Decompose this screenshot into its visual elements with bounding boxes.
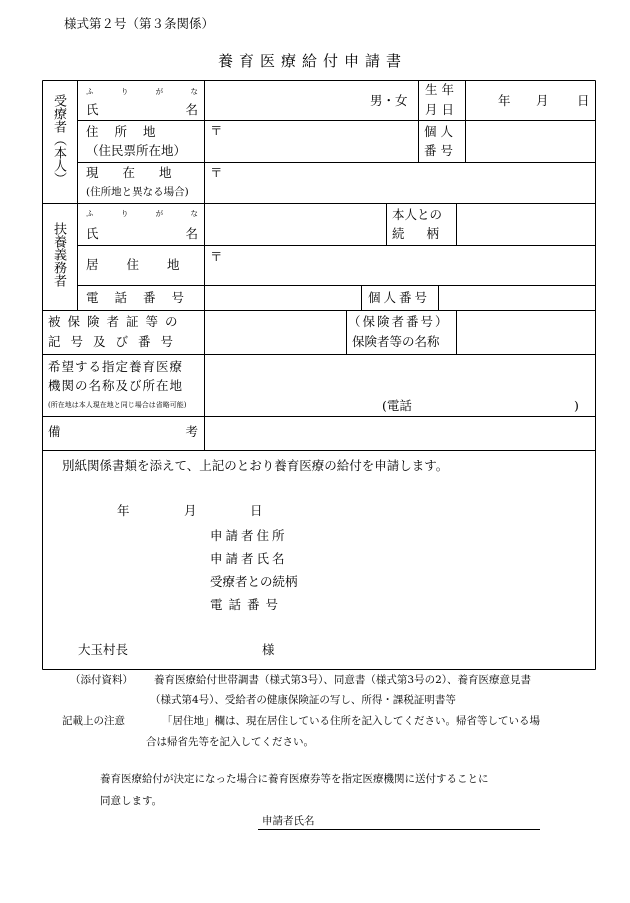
applicant-address-label: 申請者住所 <box>210 528 288 543</box>
insurer-name-label: 保険者等の名称 <box>352 334 440 349</box>
declaration-day: 日 <box>250 503 263 518</box>
patient-section-label: 受療者（本人） <box>51 94 66 185</box>
addressee: 大玉村長 <box>78 642 129 657</box>
declaration-month: 月 <box>184 503 197 518</box>
caution-line-1: 「居住地」欄は、現在居住している住所を記入してください。帰省等している場 <box>162 715 540 727</box>
insurance-label-1: 被保険者証等の <box>48 314 185 329</box>
relation-to-patient-label: 受療者との続柄 <box>210 574 298 589</box>
insurer-number-label: （保険者番号） <box>348 314 450 329</box>
consent-line-2: 同意します。 <box>100 795 163 807</box>
consent-signature-label: 申請者氏名 <box>262 815 315 827</box>
relation-label-2: 続柄 <box>392 226 462 241</box>
facility-phone-close: ) <box>574 398 579 413</box>
current-location-sub-label: (住所地と異なる場合) <box>86 186 189 198</box>
caution-label: 記載上の注意 <box>62 715 125 727</box>
applicant-phone-label: 電話番号 <box>210 597 285 612</box>
facility-label-1: 希望する指定養育医療 <box>48 359 184 374</box>
guardian-phone-label: 電話番号 <box>86 290 201 305</box>
gender-choice[interactable]: 男・女 <box>370 93 408 108</box>
page-title: 養育医療給付申請書 <box>218 52 408 70</box>
attachments-line-1: 養育医療給付世帯調書（様式第3号）、同意書（様式第3号の2）、養育医療意見書 <box>154 674 532 686</box>
declaration-year: 年 <box>117 503 130 518</box>
applicant-name-label: 申請者氏名 <box>210 551 288 566</box>
guardian-furigana-guide: ふ り が な <box>86 209 198 218</box>
guardian-section-label: 扶養義務者 <box>51 222 66 287</box>
facility-note: (所在地は本人現在地と同じ場合は省略可能) <box>48 401 187 409</box>
address-postal-mark: 〒 <box>210 123 223 138</box>
birth-day-label: 日 <box>577 93 590 108</box>
consent-line-1: 養育医療給付が決定になった場合に養育医療券等を指定医療機関に送付することに <box>100 773 489 785</box>
personal-number-label-1: 個 人 <box>424 124 453 139</box>
insurance-label-2: 記号及び番号 <box>48 334 184 349</box>
guardian-name-label: 氏 名 <box>86 226 198 241</box>
remarks-label: 備 考 <box>48 424 198 439</box>
declaration-statement: 別紙関係書類を添えて、上記のとおり養育医療の給付を申請します。 <box>62 458 449 473</box>
birth-label-1: 生 年 <box>425 82 454 97</box>
honorific: 様 <box>262 642 275 657</box>
attachments-line-2: （様式第4号）、受給者の健康保険証の写し、所得・課税証明書等 <box>150 694 456 706</box>
caution-line-2: 合は帰省先等を記入してください。 <box>146 736 314 748</box>
address-label: 住所地 <box>86 124 172 139</box>
patient-name-label: 氏 名 <box>86 102 198 117</box>
birth-month-label: 月 <box>536 93 549 108</box>
facility-phone-open: (電話 <box>382 398 412 413</box>
attachments-label: （添付資料） <box>70 674 133 686</box>
guardian-personal-number-label: 個人番号 <box>368 290 431 305</box>
address-sub-label: （住民票所在地） <box>86 143 187 158</box>
facility-label-2: 機関の名称及び所在地 <box>48 378 184 393</box>
personal-number-label-2: 番 号 <box>424 143 453 158</box>
current-postal-mark: 〒 <box>210 165 223 180</box>
relation-label-1: 本人との <box>392 207 443 222</box>
form-number: 様式第２号（第３条関係） <box>64 16 215 31</box>
birth-year-label: 年 <box>498 93 511 108</box>
current-location-label: 現在地 <box>86 165 196 180</box>
birth-label-2: 月 日 <box>425 102 454 117</box>
residence-label: 居住地 <box>86 257 208 272</box>
furigana-guide: ふ り が な <box>86 87 198 96</box>
residence-postal-mark: 〒 <box>210 249 223 264</box>
